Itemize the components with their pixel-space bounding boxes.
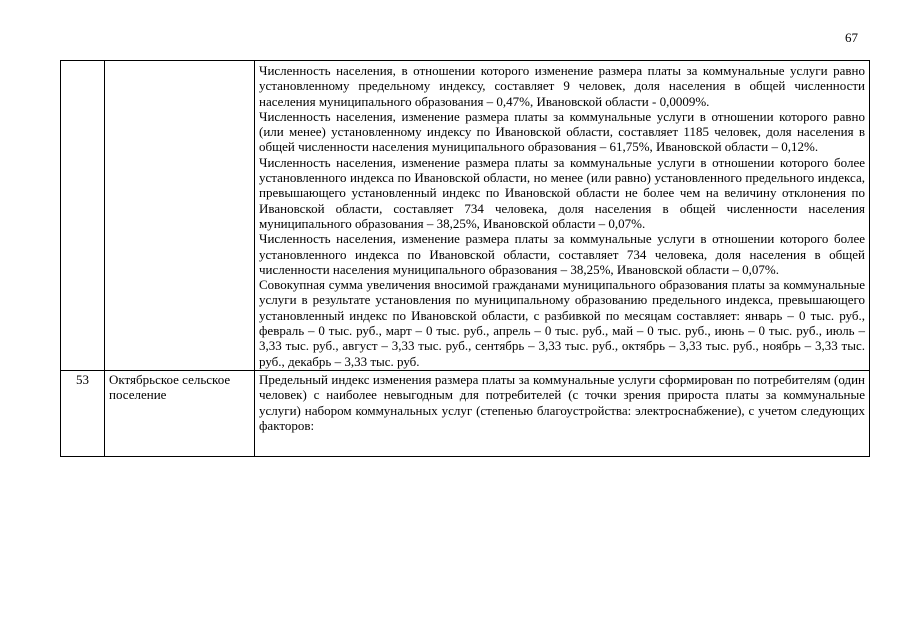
municipality-name-cell xyxy=(105,61,255,371)
page-number: 67 xyxy=(845,30,858,45)
table-row-continuation xyxy=(61,61,870,371)
row-number-cell: 53 xyxy=(61,370,105,456)
description-cell xyxy=(255,61,870,371)
row-number-cell xyxy=(61,61,105,371)
paragraph-limit-index-population: Численность населения, в отношении которого изменение размера платы за коммунальные услуги равно установленному предельному индексу, составляет 9 человек, доля населения в общей численности населения муниципального образования – 0,47%, Ивановской области - 0,0009%. xyxy=(259,63,865,109)
paragraph-index-formation: Предельный индекс изменения размера платы за коммунальные услуги сформирован по потребителям (один человек) с наиболее невыгодным для потребителей (с точки зрения прироста платы за коммунальные услуги) набором коммунальных услуг (степенью благоустройства: электроснабжение), с учетом следующих факторов: xyxy=(259,371,865,433)
table-row-53 xyxy=(61,370,870,456)
paragraph-above-regional-index-population: Численность населения, изменение размера платы за коммунальные услуги в отношении которого более установленного индекса по Ивановской области, составляет 734 человека, доля населения в общей численности населения муниципального образования – 38,25%, Ивановской области – 0,07%. xyxy=(259,231,865,277)
paragraph-below-regional-index-population: Численность населения, изменение размера платы за коммунальные услуги в отношении которого равно (или менее) установленному индексу по Ивановской области, составляет 1185 человек, доля населения в общей численности населения муниципального образования – 61,75%, Ивановской области – 0,12%. xyxy=(259,108,865,155)
description-cell xyxy=(255,370,870,456)
paragraph-monthly-increase-total: Совокупная сумма увеличения вносимой гражданами муниципального образования платы за коммунальные услуги в результате установления по муниципальному образованию предельного индекса, превышающего установленный индекс по Ивановской области, с разбивкой по месяцам составляет: январь – 0 тыс. руб., февраль – 0 тыс. руб., март – 0 тыс. руб., апрель – 0 тыс. руб., май – 0 тыс. руб., июнь – 0 тыс. руб., июль – 3,33 тыс. руб., август – 3,33 тыс. руб., сентябрь – 3,33 тыс. руб., октябрь – 3,33 тыс. руб., ноябрь – 3,33 тыс. руб., декабрь – 3,33 тыс. руб. xyxy=(259,277,865,369)
paragraph-between-indices-population: Численность населения, изменение размера платы за коммунальные услуги в отношении которого более установленного индекса по Ивановской области, но менее (или равно) установленного предельного индекса, превышающего установленный индекс по Ивановской области не более чем на величину отклонения по Ивановской области, составляет 734 человека, доля населения в общей численности населения муниципального образования – 38,25%, Ивановской области – 0,07%. xyxy=(259,154,865,231)
municipal-index-table xyxy=(60,60,870,457)
municipality-name-cell: Октябрьское сельское поселение xyxy=(105,370,255,456)
